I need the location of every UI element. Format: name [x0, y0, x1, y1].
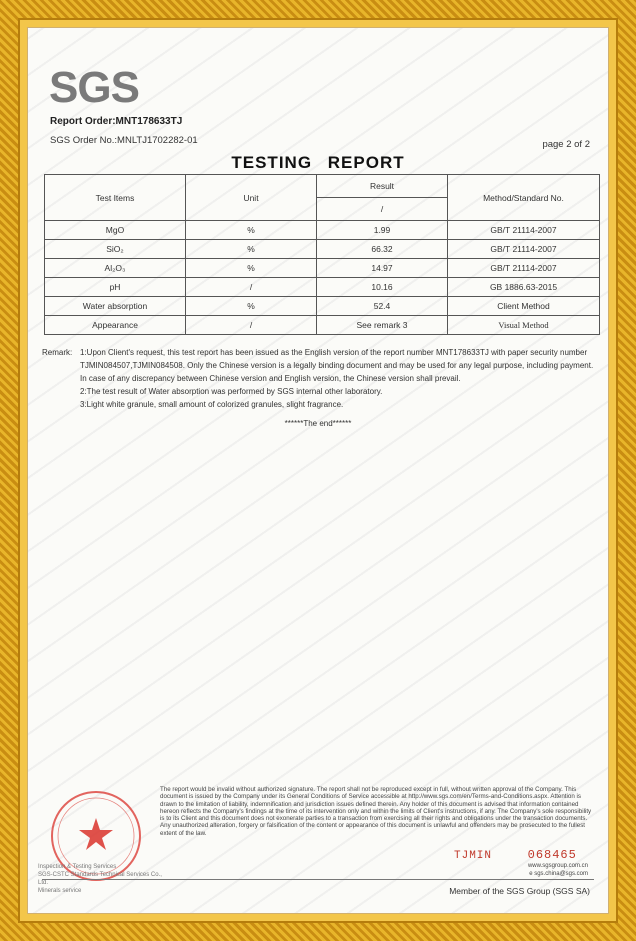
cell-method: Client Method [448, 297, 600, 316]
header-result: Result [317, 175, 448, 198]
table-row [45, 297, 600, 316]
table-row [45, 316, 600, 335]
sgs-logo: SGS [49, 63, 139, 112]
remarks-label: Remark: [42, 348, 73, 357]
header-unit: Unit [186, 175, 317, 221]
cell-item: MgO [45, 221, 186, 240]
cell-unit: % [186, 240, 317, 259]
cell-method: GB 1886.63-2015 [448, 278, 600, 297]
seal-line: SGS-CSTC Standards Technical Services Co., Ltd. [38, 872, 162, 886]
member-statement: Member of the SGS Group (SGS SA) [449, 886, 590, 896]
cell-method: GB/T 21114-2007 [448, 221, 600, 240]
table-header-row [45, 175, 600, 198]
email-link: e sgs.china@sgs.com [529, 871, 588, 877]
cell-unit: / [186, 316, 317, 335]
seal-inner-text: Inspection & Testing Services [38, 864, 117, 870]
website-link: www.sgsgroup.com.cn [527, 863, 588, 869]
table-row [45, 221, 600, 240]
security-serial [454, 848, 577, 862]
remark-line: 3:Light white granule, small amount of colorized granules, slight fragrance. [80, 400, 344, 409]
footer-divider [42, 879, 594, 880]
results-table [44, 174, 600, 335]
header-method: Method/Standard No. [448, 175, 600, 221]
cell-unit: / [186, 278, 317, 297]
serial-prefix: TJMIN [454, 850, 493, 862]
cell-item: SiO₂ [45, 240, 186, 259]
page-number: page 2 of 2 [542, 139, 590, 150]
cell-method: GB/T 21114-2007 [448, 240, 600, 259]
cell-result: 10.16 [317, 278, 448, 297]
cell-result: 1.99 [317, 221, 448, 240]
cell-method: Visual Method [448, 316, 600, 335]
cell-unit: % [186, 221, 317, 240]
table-row [45, 259, 600, 278]
cell-result: 52.4 [317, 297, 448, 316]
report-order: Report Order:MNT178633TJ [50, 116, 183, 127]
cell-unit: % [186, 259, 317, 278]
cell-result: See remark 3 [317, 316, 448, 335]
page-title: TESTING REPORT [231, 153, 405, 172]
cell-item: Appearance [45, 316, 186, 335]
header-test-items: Test Items [45, 175, 186, 221]
cell-unit: % [186, 297, 317, 316]
table-row [45, 278, 600, 297]
seal-line: Minerals service [38, 888, 82, 894]
cell-item: Water absorption [45, 297, 186, 316]
legal-disclaimer: The report would be invalid without authorized signature. The report shall not be reproduced except in full, without written approval of the Company. This document is issued by the Company under its General Conditions of Service accessible at http://www.sgs.com/en/Terms-and-Conditions.aspx. Attention is drawn to the limitation of liability, indemnification and jurisdiction issues defined therein. Any holder of this document is advised that information contained hereon reflects the Company's findings at the time of its intervention only and within the limits of Client's instructions, if any. The Company's sole responsibility is to its Client and this document does not exonerate parties to a transaction from exercising all their rights and obligations under the transaction documents. Any unauthorized alteration, forgery or falsification of the content or appearance of this document is unlawful and offenders may be prosecuted to the fullest extent of the law. [160, 786, 592, 837]
remark-line: 2:The test result of Water absorption was performed by SGS internal other laboratory. [80, 387, 383, 396]
serial-number: 068465 [527, 848, 577, 862]
remark-line: 1:Upon Client's request, this test report has been issued as the English version of the report number MNT178633TJ with paper security number TJMIN084507,TJMIN084508. Only the Chinese version is a legally binding document and may be used for any legal purpose, including payment. In case of any discrepancy between Chinese version and English version, the Chinese version shall prevail. [80, 348, 594, 383]
cell-item: Al₂O₃ [45, 259, 186, 278]
cell-method: GB/T 21114-2007 [448, 259, 600, 278]
contact-web [528, 862, 588, 878]
table-row [45, 240, 600, 259]
end-marker: ******The end****** [284, 419, 352, 428]
sgs-order-number: SGS Order No.:MNLTJ1702282-01 [50, 135, 198, 146]
remarks-body [80, 346, 602, 411]
cell-result: 14.97 [317, 259, 448, 278]
cell-item: pH [45, 278, 186, 297]
report-paper [28, 28, 608, 913]
cell-result: 66.32 [317, 240, 448, 259]
header-result-sub: / [317, 198, 448, 221]
remarks-block [42, 346, 602, 411]
